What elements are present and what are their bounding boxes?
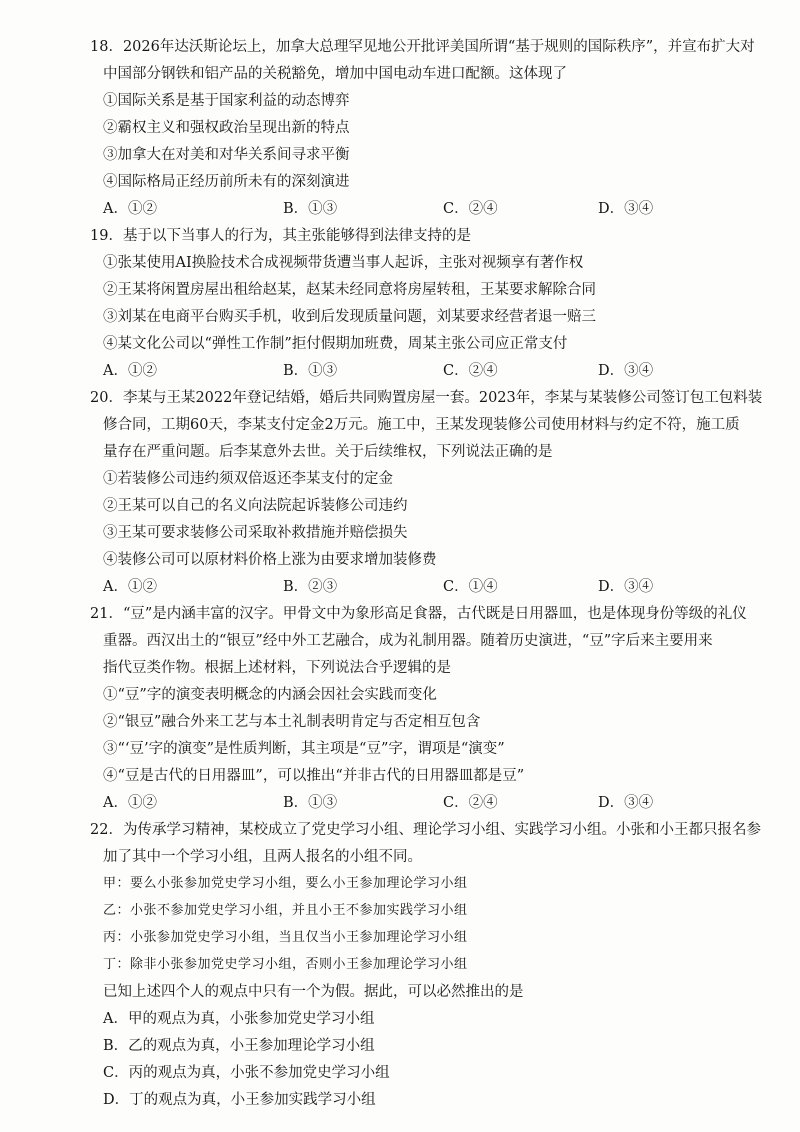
q18-stem-line-1: 18．2026年达沃斯论坛上，加拿大总理罕见地公开批评美国所谓“基于规则的国际秩序”，并宣布扩大对 bbox=[90, 39, 755, 55]
q21-option-c[interactable]: C．②④ bbox=[443, 795, 498, 811]
q21-stem-line-1: 21．“豆”是内涵丰富的汉字。甲骨文中为象形高足食器，古代既是日用器皿，也是体现身份等级的礼仪 bbox=[90, 606, 747, 622]
q18-option-c[interactable]: C．②④ bbox=[443, 201, 498, 217]
q20-statement-3: ③王某可要求装修公司采取补救措施并赔偿损失 bbox=[103, 525, 408, 541]
q19-options bbox=[103, 361, 793, 381]
q18-statement-4: ④国际格局正经历前所未有的深刻演进 bbox=[103, 174, 350, 190]
q21-options bbox=[103, 793, 793, 813]
q18-statement-2: ②霸权主义和强权政治呈现出新的特点 bbox=[103, 120, 350, 136]
q21-option-b[interactable]: B．①③ bbox=[283, 795, 338, 811]
q19-statement-1: ①张某使用AI换脸技术合成视频带货遭当事人起诉，主张对视频享有著作权 bbox=[103, 255, 584, 271]
q20-statement-1: ①若装修公司违约须双倍返还李某支付的定金 bbox=[103, 471, 393, 487]
q22-condition-jia: 甲：要么小张参加党史学习小组，要么小王参加理论学习小组 bbox=[103, 876, 468, 891]
q20-statement-2: ②王某可以自己的名义向法院起诉装修公司违约 bbox=[103, 498, 408, 514]
q18-option-d[interactable]: D．③④ bbox=[598, 201, 654, 217]
q19-option-c[interactable]: C．②④ bbox=[443, 363, 498, 379]
q18-option-a[interactable]: A．①② bbox=[103, 201, 157, 217]
q19-stem-line-1: 19．基于以下当事人的行为，其主张能够得到法律支持的是 bbox=[90, 228, 471, 244]
q18-statement-3: ③加拿大在对美和对华关系间寻求平衡 bbox=[103, 147, 350, 163]
q22-condition-bing: 丙：小张参加党史学习小组，当且仅当小王参加理论学习小组 bbox=[103, 930, 468, 945]
q21-statement-4: ④“豆是古代的日用器皿”，可以推出“并非古代的日用器皿都是豆” bbox=[103, 768, 525, 784]
q19-statement-2: ②王某将闲置房屋出租给赵某，赵某未经同意将房屋转租，王某要求解除合同 bbox=[103, 282, 596, 298]
q22-choice-a[interactable]: A．甲的观点为真，小张参加党史学习小组 bbox=[103, 1011, 375, 1027]
q19-statement-4: ④某文化公司以“弹性工作制”拒付假期加班费，周某主张公司应正常支付 bbox=[103, 336, 568, 352]
q19-option-b[interactable]: B．①③ bbox=[283, 363, 338, 379]
q21-statement-2: ②“银豆”融合外来工艺与本土礼制表明肯定与否定相互包含 bbox=[103, 714, 481, 730]
q20-option-c[interactable]: C．①④ bbox=[443, 579, 498, 595]
q22-condition-yi: 乙：小张不参加党史学习小组，并且小王不参加实践学习小组 bbox=[103, 903, 468, 918]
q21-option-d[interactable]: D．③④ bbox=[598, 795, 654, 811]
q22-choice-d[interactable]: D．丁的观点为真，小王参加实践学习小组 bbox=[103, 1092, 376, 1108]
q20-option-d[interactable]: D．③④ bbox=[598, 579, 654, 595]
q21-statement-3: ③“‘豆’字的演变”是性质判断，其主项是“豆”字，谓项是“演变” bbox=[103, 741, 505, 757]
q18-options bbox=[103, 199, 793, 219]
q19-option-d[interactable]: D．③④ bbox=[598, 363, 654, 379]
q18-option-b[interactable]: B．①③ bbox=[283, 201, 338, 217]
q22-choice-c[interactable]: C．丙的观点为真，小张不参加党史学习小组 bbox=[103, 1065, 390, 1081]
q20-stem-line-2: 修合同，工期60天，李某支付定金2万元。施工中，王某发现装修公司使用材料与约定不符，施工质 bbox=[103, 417, 740, 433]
q21-stem-line-3: 指代豆类作物。根据上述材料，下列说法合乎逻辑的是 bbox=[103, 660, 451, 676]
q22-choice-b[interactable]: B．乙的观点为真，小王参加理论学习小组 bbox=[103, 1038, 375, 1054]
q22-stem-line-1: 22．为传承学习精神，某校成立了党史学习小组、理论学习小组、实践学习小组。小张和小王都只报名参 bbox=[90, 822, 761, 838]
q22-condition-ding: 丁：除非小张参加党史学习小组，否则小王参加理论学习小组 bbox=[103, 957, 468, 972]
q22-prompt: 已知上述四个人的观点中只有一个为假。据此，可以必然推出的是 bbox=[103, 984, 524, 1000]
q18-stem-line-2: 中国部分钢铁和铝产品的关税豁免，增加中国电动车进口配额。这体现了 bbox=[103, 66, 567, 82]
q19-option-a[interactable]: A．①② bbox=[103, 363, 157, 379]
q21-statement-1: ①“豆”字的演变表明概念的内涵会因社会实践而变化 bbox=[103, 687, 437, 703]
q20-stem-line-3: 量存在严重问题。后李某意外去世。关于后续维权，下列说法正确的是 bbox=[103, 444, 553, 460]
q18-statement-1: ①国际关系是基于国家利益的动态博弈 bbox=[103, 93, 350, 109]
q20-statement-4: ④装修公司可以原材料价格上涨为由要求增加装修费 bbox=[103, 552, 437, 568]
q20-stem-line-1: 20．李某与王某2022年登记结婚，婚后共同购置房屋一套。2023年，李某与某装修公司签订包工包料装 bbox=[90, 390, 763, 406]
q21-stem-line-2: 重器。西汉出土的“银豆”经中外工艺融合，成为礼制用器。随着历史演进，“豆”字后来主要用来 bbox=[103, 633, 713, 649]
q20-option-b[interactable]: B．②③ bbox=[283, 579, 338, 595]
q22-stem-line-2: 加了其中一个学习小组，且两人报名的小组不同。 bbox=[103, 849, 422, 865]
q20-option-a[interactable]: A．①② bbox=[103, 579, 157, 595]
q20-options bbox=[103, 577, 793, 597]
q21-option-a[interactable]: A．①② bbox=[103, 795, 157, 811]
q19-statement-3: ③刘某在电商平台购买手机，收到后发现质量问题，刘某要求经营者退一赔三 bbox=[103, 309, 596, 325]
